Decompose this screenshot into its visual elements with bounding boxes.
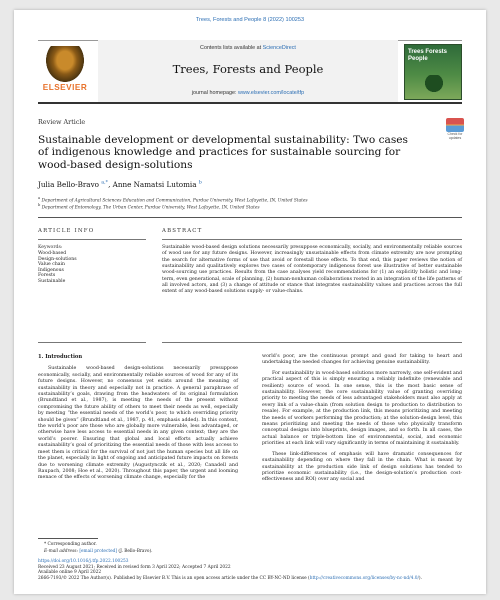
keywords-label: Keywords:	[38, 245, 63, 250]
article-page	[14, 10, 486, 594]
affiliation-text: Department of Entomology, The Urban Center, Purdue University, West Lafayette, IN, United States	[41, 205, 260, 211]
affiliation-text: Department of Agricultural Sciences Education and Communication, Purdue University, West Lafayette, IN, United States	[41, 198, 308, 204]
received-dates: Received 23 August 2021; Received in revised form 3 April 2022; Accepted 7 April 2022	[38, 564, 231, 570]
running-head[interactable]: Trees, Forests and People 8 (2022) 100253	[195, 17, 305, 23]
corresponding-author-note: * Corresponding author.	[44, 542, 97, 547]
article-info-heading: ARTICLE INFO	[38, 228, 95, 234]
info-bottom-rule	[38, 342, 146, 343]
masthead-center	[98, 40, 398, 104]
body-paragraph: For sustainability in wood-based solutions more narrowly, one self-evident and practical aspect of this is simply ensuring a reliably indefinite (renewable and resilient) source of wood. In one sense, this is the most basic sense of sustainability. However, the core sustainability value of granting overriding priority to meeting the needs of less advantaged stakeholders must also apply at every link of a value-chain (from solution design to production to distribution to resale). For example, at the production link, this means prioritizing and meeting the needs of workers performing the production; at the solution-design level, this means prioritizing and meeting the needs of those who physically transform conceptual designs into blueprints, design images, and so forth. In all cases, the actual balance or triple-bottom line of environmental, social, and economic priorities at each link will vary significantly in terms of maintaining it sustainably.	[262, 370, 462, 447]
journal-masthead	[38, 40, 462, 104]
author-marks[interactable]: b	[198, 180, 202, 186]
cover-tree-icon	[423, 75, 445, 95]
article-type: Review Article	[38, 118, 86, 126]
journal-title: Trees, Forests and People	[172, 62, 324, 76]
article-title: Sustainable development or developmental sustainability: Two cases of indigenous knowledge and practices for sustainable sourcing for wood-based design-solutions	[38, 134, 408, 171]
body-column-right	[262, 354, 462, 488]
elsevier-tree-icon	[46, 46, 84, 82]
affiliation-b	[38, 203, 458, 210]
author-marks[interactable]: a,*	[101, 180, 109, 186]
keyword-item: Design-solutions	[38, 256, 77, 262]
cover-title: Trees Forests People	[408, 49, 448, 62]
body-column-left	[38, 354, 238, 486]
doi-link[interactable]: https://doi.org/10.1016/j.tfp.2022.100253	[38, 559, 129, 564]
keyword-item: Value chain	[38, 262, 65, 268]
info-rule	[38, 239, 146, 240]
email-link[interactable]: [email protected]	[79, 549, 118, 554]
masthead-bottom-rule	[38, 102, 462, 104]
header-divider	[38, 217, 462, 218]
body-paragraph: world’s poor, are the continuous prompt and goad for taking to heart and undertaking the needed changes for achieving genuine sustainability.	[262, 354, 462, 366]
affiliation-mark: a	[38, 196, 41, 200]
journal-homepage	[98, 90, 398, 96]
elsevier-logo[interactable]	[38, 46, 92, 98]
author-list: Julia Bello-Bravo $^{a,*}$, Anne Namatsi Lutomia $^b$	[38, 180, 202, 189]
crossmark-icon	[446, 118, 464, 132]
article-metadata	[38, 559, 462, 581]
contents-line	[98, 45, 398, 51]
sciencedirect-link[interactable]: ScienceDirect	[262, 45, 296, 51]
crossmark-label: Check for updates	[447, 132, 463, 140]
body-paragraph: These link-differences of emphasis will have dramatic consequences for sustainability depending on where they fall in the chain. What is meant by sustainability at the production side link of design solutions has tended to prioritize economic sustainability (i.e., the design-solution’s production cost-effectiveness and ROI) over any social and	[262, 451, 462, 483]
abstract-rule	[162, 239, 462, 240]
keyword-item: Indigenous	[38, 267, 64, 273]
author-name[interactable]: Anne Namatsi Lutomia	[112, 180, 197, 189]
keywords-list	[38, 251, 77, 285]
abstract-heading: ABSTRACT	[162, 228, 203, 234]
footnote-rule	[38, 538, 98, 539]
email-note	[44, 549, 153, 554]
author-name[interactable]: Julia Bello-Bravo	[38, 180, 99, 189]
email-owner: (J. Bello-Bravo).	[117, 549, 153, 554]
available-date: Available online 9 April 2022	[38, 570, 102, 576]
homepage-prefix: journal homepage:	[191, 90, 238, 96]
keyword-item: Wood-based	[38, 251, 67, 256]
keyword-item: Sustainable	[38, 278, 66, 284]
elsevier-wordmark: ELSEVIER	[42, 83, 88, 92]
journal-cover-image[interactable]	[404, 44, 462, 100]
license-text: 2666-7193/© 2022 The Author(s). Published by Elsevier B.V. This is an open access article under the CC BY-NC-ND license (	[38, 575, 310, 581]
homepage-link[interactable]: www.elsevier.com/locate/tfp	[237, 90, 305, 96]
license-close: ).	[418, 575, 422, 581]
affiliation-mark: b	[38, 203, 41, 207]
email-label: E-mail address:	[44, 549, 80, 554]
keyword-item: Forests	[38, 273, 56, 279]
contents-prefix: Contents lists available at	[200, 45, 263, 51]
crossmark-badge[interactable]	[446, 118, 464, 138]
license-note	[38, 576, 462, 582]
section-heading: 1. Introduction	[38, 354, 83, 360]
abstract-bottom-rule	[162, 342, 462, 343]
body-paragraph: Sustainable wood-based design-solutions necessarily presuppose economically, socially, and environmentally reliable sources of wood for any of its future designs. However, no consensus yet exists around the meaning of sustainability in theory and especially not in practice. A general paraphrase of sustainability’s goals, drawing from the headwaters of its original formulation (Brundtland et al., 1987), is meeting the needs of the present without compromising the future ability of others to meet their needs as well, especially by meeting “the essential needs of the world’s poor, to which overriding priority should be given” (Brundtland et al., 1987, p. 41, emphasis added). In this context, the world’s poor are those who are globally more vulnerable, less advantaged, or otherwise have less access to essential needs in any given context; they are the world’s poorer. Ensuring that global and local efforts actually achieve sustainability’s goal of prioritizing the essential needs of those with less access to meet them is critical for the survival of not just the human species but all life on the planet, especially in light of ongoing and anticipated future impacts on forests due to worsening climate extremity (Augustynczik et al., 2020; Canadell and Raupach, 2008; Hoe et al., 2020). Throughout this paper, the urgent and looming menace of the effects of worsening climate change, especially for the	[38, 366, 238, 481]
license-link[interactable]: http://creativecommons.org/licenses/by-nc-nd/4.0/	[309, 575, 419, 581]
abstract-text: Sustainable wood-based design solutions necessarily presuppose economically, socially, and environmentally reliable sources of wood use for any future designs. However, increasingly unsustainable effects from climate extremity are now prompting the search for alternative forms of use that avoid or forestall those effects. To that end, this paper reviews the notion of sustainability and qualitatively explores two cases of contemporary indigenous forest use illustrative of better sustainable wood-sourcing use practices. Results from the case analyses yield recommendations for (1) an explicitly holistic and long-term, even generational, scale of planning, (2) human-nonhuman collaborations rooted in an integration of the life patterns of all involved actors, and (3) a change of attitude or stance that integrates sustainability values and practices across the full extent of any wood-based solutions supply- or value-chains.	[162, 245, 463, 295]
